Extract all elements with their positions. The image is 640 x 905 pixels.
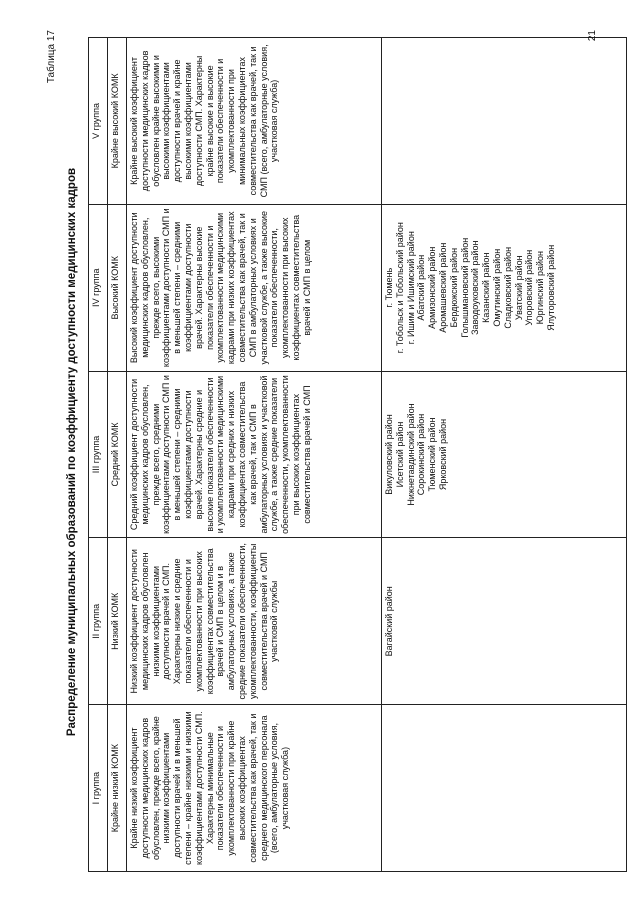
group-header: III группа — [89, 371, 108, 538]
group-header: II группа — [89, 538, 108, 705]
area-name: Армизонский район — [427, 246, 438, 329]
description-cell: Низкий коэффициент доступности медицинских кадров обусловлен низкими коэффициентами доступности врачей и СМП. Характерны низкие и средние показатели обеспеченности и укомплектованности при высоких коэффициентах совместительства врачей и СМП в целом и в амбулаторных условиях, а также средние показатели обеспеченности, укомплектованности, коэффициенты совместительства врачей и СМП участковой службы — [127, 538, 382, 705]
area-name: г. Тюмень — [384, 267, 394, 308]
area-name: г. Ишим и Ишимский район — [405, 231, 416, 345]
area-name: Уватский район — [513, 255, 524, 321]
area-name: Ялуторовский район — [545, 244, 556, 331]
area-name: Вагайский район — [384, 586, 394, 657]
areas-cell — [382, 204, 627, 371]
area-name: Упоровский район — [524, 249, 535, 326]
area-name: Аромашевский район — [437, 242, 448, 333]
area-name: Казанский район — [481, 252, 492, 323]
group-header: IV группа — [89, 204, 108, 371]
area-name: Юргинский район — [535, 251, 546, 325]
level-row — [108, 38, 127, 872]
area-name: Викуловский район — [384, 414, 394, 495]
description-cell: Средний коэффициент доступности медицинских кадров обусловлен, прежде всего, средними коэффициентами доступности СМП и в меньшей степени – средними коэффициентами доступности врачей. Характерны средние и высокие показатели обеспеченности и укомплектованности медицинскими кадрами при средних и низких коэффициентах совместительства как врачей, так и СМП в амбулаторных условиях и участковой службе, а также средние показатели обеспеченности, укомплектованности при высоких коэффициентах совместительства врачей и СМП — [127, 371, 382, 538]
area-name: Нижнетавдинский район — [405, 403, 416, 506]
area-name: Тюменский район — [427, 417, 438, 492]
area-name: Бердюжский район — [448, 247, 459, 328]
level-cell: Крайне высокий КОМК — [108, 38, 127, 205]
area-name: Голышмановский район — [459, 237, 470, 338]
description-row — [127, 38, 382, 872]
description-cell: Крайне высокий коэффициент доступности медицинских кадров обусловлен крайне высокими и высокими коэффициентами доступности врачей и крайне высокими коэффициентами доступности СМП. Характерны крайне высокие и высокие показатели обеспеченности и укомплектованности при минимальных коэффициентах совместительства как врачей, так и СМП (всего, амбулаторные условия, участковая служба) — [127, 38, 382, 205]
header-row — [89, 38, 108, 872]
distribution-table — [88, 37, 627, 872]
level-cell: Средний КОМК — [108, 371, 127, 538]
area-name: Абатский район — [416, 254, 427, 321]
area-name: Ярковский район — [437, 418, 448, 491]
description-cell: Высокий коэффициент доступности медицинских кадров обусловлен, прежде всего, высокими коэффициентами доступности СМП и в меньшей степени – средними коэффициентами доступности врачей. Характерны высокие показатели обеспеченности и укомплектованности медицинскими кадрами при низких коэффициентах совместительства как врачей, так и СМП в амбулаторных условиях и участковой службе, а также высокие показатели обеспеченности, укомплектованности при высоких коэффициентах совместительства врачей и СМП в целом — [127, 204, 382, 371]
areas-row — [382, 38, 627, 872]
level-cell: Высокий КОМК — [108, 204, 127, 371]
area-name: Сладковский район — [502, 246, 513, 329]
area-name: г. Тобольск и Тобольский район — [394, 222, 405, 354]
areas-cell — [382, 38, 627, 205]
area-name: Омутинский район — [491, 248, 502, 327]
description-cell: Крайне низкий коэффициент доступности медицинских кадров обусловлен, прежде всего, крайне низкими коэффициентами доступности врачей и в меньшей степени – крайне низкими и низкими коэффициентами доступности СМП. Характерны минимальные показатели обеспеченности и укомплектованности при крайне высоких коэффициентах совместительства как врачей, так и среднего медицинского персонала (всего, амбулаторные условия, участковая служба) — [127, 705, 382, 872]
area-name: Сорокинский район — [416, 413, 427, 496]
table-title: Распределение муниципальных образований по коэффициенту доступности медицинских кадров — [66, 167, 78, 737]
areas-cell — [382, 371, 627, 538]
area-name: Исетский район — [394, 421, 405, 488]
level-cell: Низкий КОМК — [108, 538, 127, 705]
group-header: I группа — [89, 705, 108, 872]
level-cell: Крайне низкий КОМК — [108, 705, 127, 872]
rotated-page — [40, 22, 600, 882]
areas-cell — [382, 538, 627, 705]
area-name: Заводоуковский район — [470, 240, 481, 335]
group-header: V группа — [89, 38, 108, 205]
table-number: Таблица 17 — [46, 30, 57, 84]
areas-cell — [382, 705, 627, 872]
page-number: 21 — [587, 30, 598, 42]
